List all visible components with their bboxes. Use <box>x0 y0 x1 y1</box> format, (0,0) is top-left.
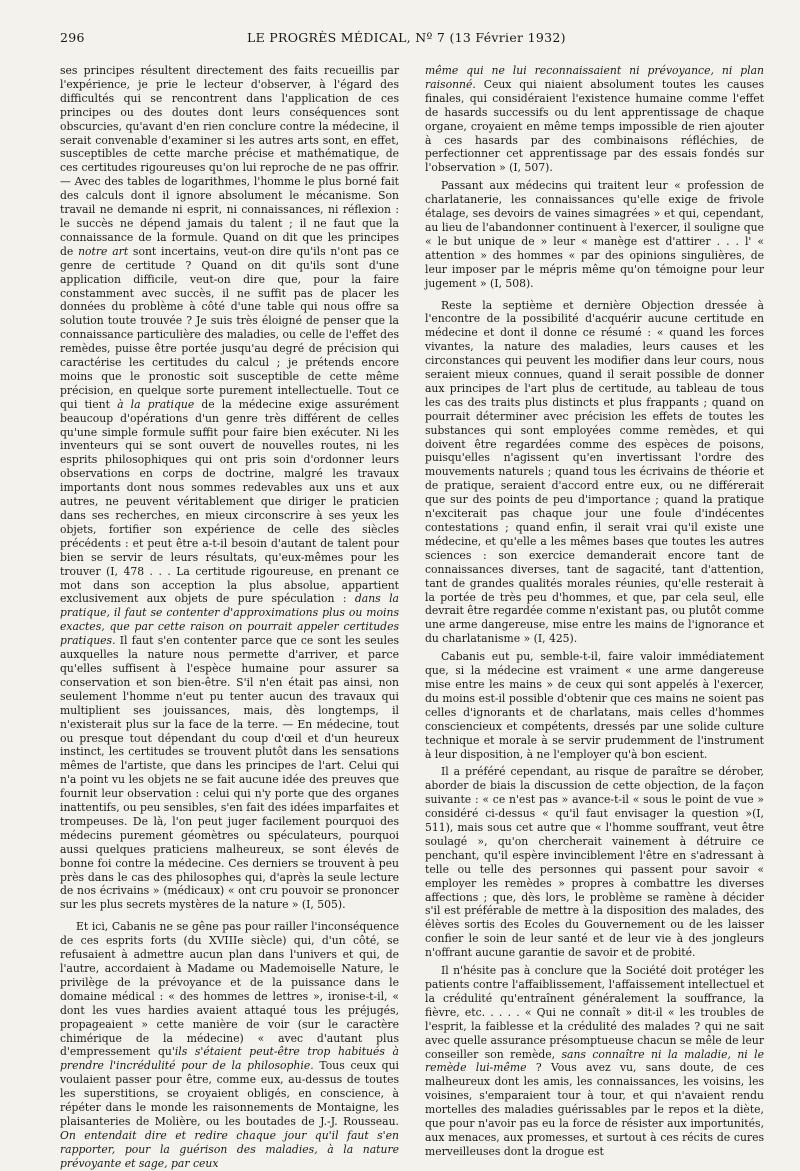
right-column <box>425 64 764 1158</box>
paragraph: Passant aux médecins qui traitent leur « profession de charlatanerie, les connaissances qu'elle exige de frivole étalage, ses devoirs de vaines simagrées » et qui, cependant, au lieu de l'abandonner continuent à l'exercer, il souligne que « le but unique de » leur « manège est d'attirer . . . l' « attention » des hommes « par des opinions singulières, de leur imposer par le mépris même qu'on témoigne pour leur jugement » (I, 508). <box>425 179 764 290</box>
paragraph: Et ici, Cabanis ne se gêne pas pour railler l'inconséquence de ces esprits forts (du XVIIIe siècle) qui, d'un côté, se refusaient à admettre aucun plan dans l'univers et qui, de l'autre, accordaient à Madame ou Mademoiselle Nature, le privilège de la prévoyance et de la puissance dans le domaine médical : « des hommes de lettres », ironise-t-il, « dont les vues hardies avaient attaqué tous les préjugés, propageaient » cette manière de voir (sur le caractère chimérique de la médecine) « avec d'autant plus d'empressement qu'ils s'étaient peut-être trop habitués à prendre l'incrédulité pour de la philosophie. Tous ceux qui voulaient passer pour être, comme eux, au-dessus de toutes les superstitions, se croyaient obligés, en conscience, à répéter dans le monde les raisonnements de Montaigne, les plaisanteries de Molière, ou les boutades de J.-J. Rousseau. On entendait dire et redire chaque jour qu'il faut s'en rapporter, pour la guérison des maladies, à la nature prévoyante et sage, par ceux <box>60 920 399 1170</box>
page-header <box>60 30 752 50</box>
paragraph: Il n'hésite pas à conclure que la Société doit protéger les patients contre l'affaiblissement, l'affaissement intellectuel et la crédulité qu'entraînent généralement la souffrance, la fièvre, etc. . . . . « Qui ne connaît » dit-il « les troubles de l'esprit, la faiblesse et la crédulité des malades ? qui ne sait avec quelle assurance présomptueuse chacun se mêle de leur conseiller son remède, sans connaître ni la maladie, ni le remède lui-même ? Vous avez vu, sans doute, de ces malheureux dont les amis, les connaissances, les voisins, les voisines, s'emparaient tour à tour, et qui n'avaient rendu mortelles des maladies guérissables par le repos et la diète, que pour n'avoir pas eu la force de résister aux importunités, aux menaces, aux promesses, et surtout à ces récits de cures merveilleuses dont la drogue est <box>425 964 764 1158</box>
paragraph: Cabanis eut pu, semble-t-il, faire valoir immédiatement que, si la médecine est vraiment « une arme dangereuse mise entre les mains » de ceux qui sont appelés à l'exercer, du moins est-il possible d'obtenir que ces mains ne soient pas celles d'ignorants et de charlatans, mais celles d'hommes consciencieux et compétents, dressés par une solide culture technique et morale à se servir prudemment de l'instrument à leur disposition, à ne l'employer qu'à bon escient. <box>425 650 764 761</box>
paragraph: ses principes résultent directement des faits recueillis par l'expérience, je prie le lecteur d'observer, à l'égard des difficultés qui se rencontrent dans l'application de ces principes ou des doutes dont leurs conséquences sont obscurcies, qu'avant d'en rien conclure contre la médecine, il serait convenable d'examiner si les autres arts sont, en effet, susceptibles de cette marche précise et mathématique, de ces certitudes rigoureuses qu'on lui reproche de ne pas offrir. — Avec des tables de logarithmes, l'homme le plus borné fait des calculs dont il ignore absolument le mécanisme. Son travail ne demande ni esprit, ni connaissances, ni réflexion : le succès ne dépend jamais du talent ; il ne faut que la connaissance de la formule. Quand on dit que les principes de notre art sont incertains, veut-on dire qu'ils n'ont pas ce genre de certitude ? Quand on dit qu'ils sont d'une application difficile, veut-on dire que, pour la faire constamment avec succès, il ne suffit pas de placer les données du problème à côté d'une table qui nous offre sa solution toute trouvée ? Je suis très éloigné de penser que la connaissance particulière des maladies, ou celle de l'effet des remèdes, puisse être portée jusqu'au degré de précision qui caractérise les certitudes du calcul ; je prétends encore moins que le pronostic soit susceptible de cette même précision, en quelque sorte purement intellectuelle. Tout ce qui tient à la pratique de la médecine exige assurément beaucoup d'opérations d'un genre très différent de celles qu'une simple formule suffit pour faire bien exécuter. Ni les inventeurs qui se sont ouvert de nouvelles routes, ni les esprits philosophiques qui ont pris soin d'ordonner leurs observations en corps de doctrine, malgré les travaux importants dont nous sommes redevables aux uns et aux autres, ne peuvent véritablement que diriger le praticien dans ses recherches, en mieux circonscrire à ses yeux les objets, fortifier son expérience de celle des siècles précédents : et peut être a-t-il besoin d'autant de talent pour bien se servir de leurs résultats, qu'eux-mêmes pour les trouver (I, 478 . . . La certitude rigoureuse, en prenant ce mot dans son acception la plus absolue, appartient exclusivement aux objets de pure spéculation : dans la pratique, il faut se contenter d'approximations plus ou moins exactes, que par cette raison on pourrait appeler certitudes pratiques. Il faut s'en contenter parce que ce sont les seules auxquelles la nature nous permette d'arriver, et parce qu'elles suffisent à l'espèce humaine pour assurer sa conservation et son bien-être. S'il n'en était pas ainsi, non seulement l'homme n'eut pu tenter aucun des travaux qui multiplient ses jouissances, mais, dès longtemps, il n'existerait plus sur la face de la terre. — En médecine, tout ou presque tout dépendant du coup d'œil et d'un heureux instinct, les certitudes se trouvent plutôt dans les sensations mêmes de l'artiste, que dans les principes de l'art. Celui qui n'a point vu les objets ne se fait aucune idée des preuves que fournit leur observation : celui qui n'y porte que des organes inattentifs, ou peu sensibles, s'en fait des idées imparfaites et trompeuses. De là, l'on peut juger facilement pourquoi des médecins purement géomètres ou spéculateurs, pourquoi aussi quelques praticiens malheureux, se sont élevés de bonne foi contre la médecine. Ces derniers se trouvent à peu près dans le cas des philosophes qui, d'après la seule lecture de nos écrivains » (médicaux) « ont cru pouvoir se prononcer sur les plus secrets mystères de la nature » (I, 505). <box>60 64 400 912</box>
paragraph: même qui ne lui reconnaissaient ni prévoyance, ni plan raisonné. Ceux qui niaient absolument toutes les causes finales, qui considéraient l'existence humaine comme l'effet de hasards successifs ou du lent apprentissage de chaque organe, croyaient en même temps impossible de rien ajouter à ces hasards par des combinaisons réfléchies, de perfectionner cet apprentissage par des essais fondés sur l'observation » (I, 507). <box>425 64 764 175</box>
page-number: 296 <box>60 30 85 45</box>
left-column <box>60 64 400 1170</box>
paragraph: Il a préféré cependant, au risque de paraître se dérober, aborder de biais la discussion de cette objection, de la façon suivante : « ce n'est pas » avance-t-il « sous le point de vue » considéré ci-dessus « qu'il faut envisager la question »(I, 511), mais sous cet autre que « l'homme souffrant, veut être soulagé », qu'on chercherait vainement à détruire ce penchant, qu'il espère invinciblement l'être en s'adressant à telle ou telle des personnes qui passent pour savoir « employer les remèdes » propres à combattre les diverses affections ; que, dès lors, le problème se ramène à décider s'il est préférable de mettre à la disposition des malades, des élèves sortis des Ecoles du Gouvernement ou de les laisser confier le soin de leur santé et de leur vie à des jongleurs n'offrant aucune garantie de savoir et de probité. <box>425 765 764 960</box>
paragraph: Reste la septième et dernière Objection dressée à l'encontre de la possibilité d'acquérir aucune certitude en médecine et dont il donne ce résumé : « quand les forces vivantes, la nature des maladies, leurs causes et les circonstances qui peuvent les modifier dans leur cours, nous seraient mieux connues, quand il serait possible de donner aux principes de l'art plus de certitude, au tableau de tous les cas des traits plus distincts et plus frappants ; quand on pourrait déterminer avec précision les effets de toutes les substances qui sont employées comme remèdes, et qui doivent être regardées comme des espèces de poisons, puisqu'elles n'agissent qu'en invertissant l'ordre des mouvements naturels ; quand tous les écrivains de théorie et de pratique, seraient d'accord entre eux, ou ne différerait que sur des points de peu d'importance ; quand la pratique n'exciterait pas chaque jour une foule d'indécentes contestations ; quand enfin, il serait vrai qu'il existe une médecine, et qu'elle a les mêmes bases que toutes les autres sciences : son exercice demanderait encore tant de connaissances diverses, tant de sagacité, tant d'attention, tant de grandes qualités morales réunies, qu'elle resterait à la portée de très peu d'hommes, et que, par cela seul, elle devrait être regardée comme n'existant pas, ou plutôt comme une arme dangereuse, mise entre les mains de l'ignorance et du charlatanisme » (I, 425). <box>425 298 764 646</box>
running-title: LE PROGRÈS MÉDICAL, Nº 7 (13 Février 1932) <box>246 30 566 45</box>
